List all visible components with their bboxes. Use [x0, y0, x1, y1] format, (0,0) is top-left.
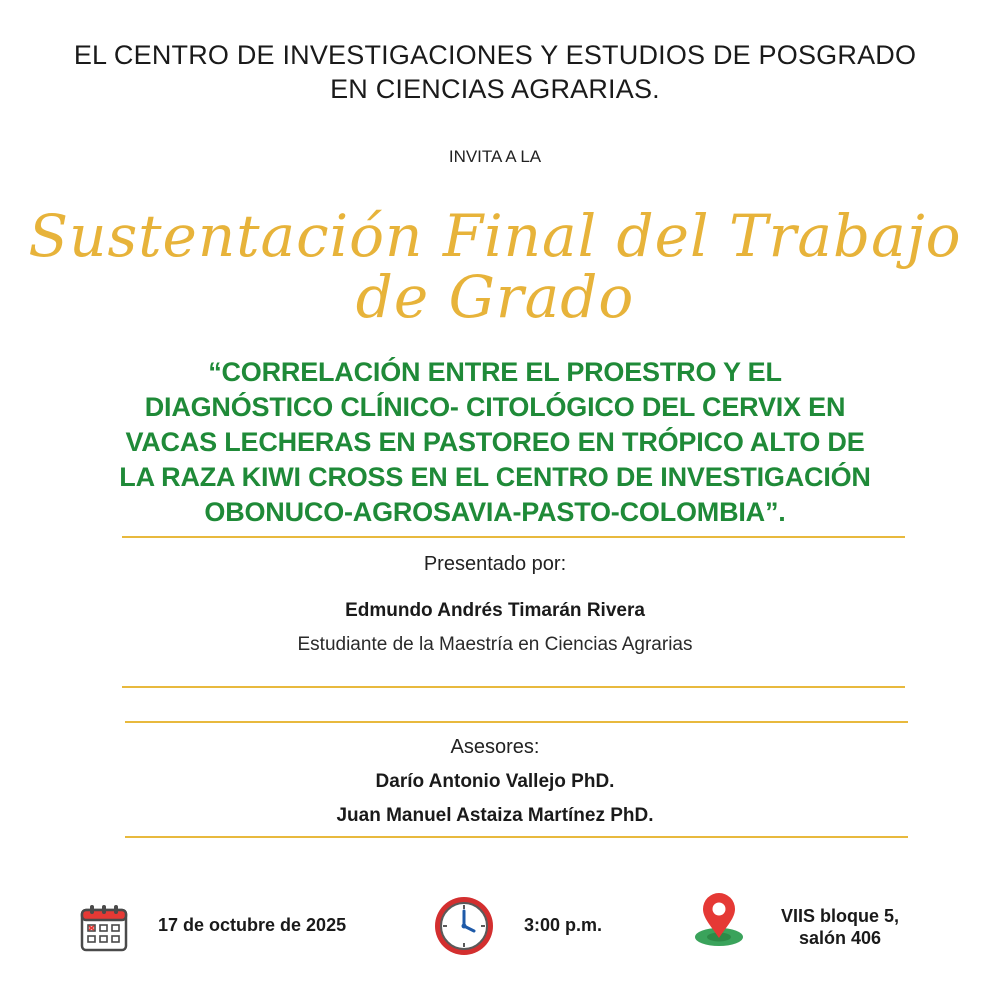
thesis-title-line: “CORRELACIÓN ENTRE EL PROESTRO Y EL — [208, 357, 782, 387]
organizer-header — [0, 38, 990, 106]
header-line-2: EN CIENCIAS AGRARIAS. — [330, 74, 660, 104]
presenter-label: Presentado por: — [423, 553, 567, 575]
location-line-1: VIIS bloque 5, — [780, 906, 900, 926]
thesis-title-line: LA RAZA KIWI CROSS EN EL CENTRO DE INVESTIGACIÓN — [119, 462, 871, 492]
advisors-label: Asesores: — [450, 736, 540, 758]
event-title-line-1: Sustentación Final del Trabajo — [28, 202, 962, 270]
thesis-title — [0, 355, 990, 530]
event-location — [772, 905, 908, 949]
divider — [122, 686, 905, 688]
calendar-icon — [80, 904, 128, 957]
divider — [125, 836, 908, 838]
thesis-title-line: DIAGNÓSTICO CLÍNICO- CITOLÓGICO DEL CERVIX EN — [144, 392, 846, 422]
thesis-title-line: OBONUCO-AGROSAVIA-PASTO-COLOMBIA”. — [204, 497, 786, 527]
invite-text: INVITA A LA — [448, 147, 542, 166]
divider — [122, 536, 905, 538]
thesis-title-line: VACAS LECHERAS EN PASTOREO EN TRÓPICO ALTO DE — [125, 427, 865, 457]
event-title-line-2: de Grado — [355, 263, 635, 331]
presenter-role: Estudiante de la Maestría en Ciencias Agrarias — [297, 634, 693, 655]
clock-icon — [433, 895, 495, 962]
event-date: 17 de octubre de 2025 — [158, 915, 347, 935]
presenter-name: Edmundo Andrés Timarán Rivera — [345, 600, 645, 621]
divider — [125, 721, 908, 723]
advisor-name: Darío Antonio Vallejo PhD. — [375, 771, 615, 792]
map-pin-icon — [693, 892, 745, 953]
advisor-name: Juan Manuel Astaiza Martínez PhD. — [336, 805, 654, 826]
event-time: 3:00 p.m. — [524, 915, 603, 935]
location-line-2: salón 406 — [798, 928, 882, 948]
header-line-1: EL CENTRO DE INVESTIGACIONES Y ESTUDIOS DE POSGRADO — [73, 40, 917, 70]
